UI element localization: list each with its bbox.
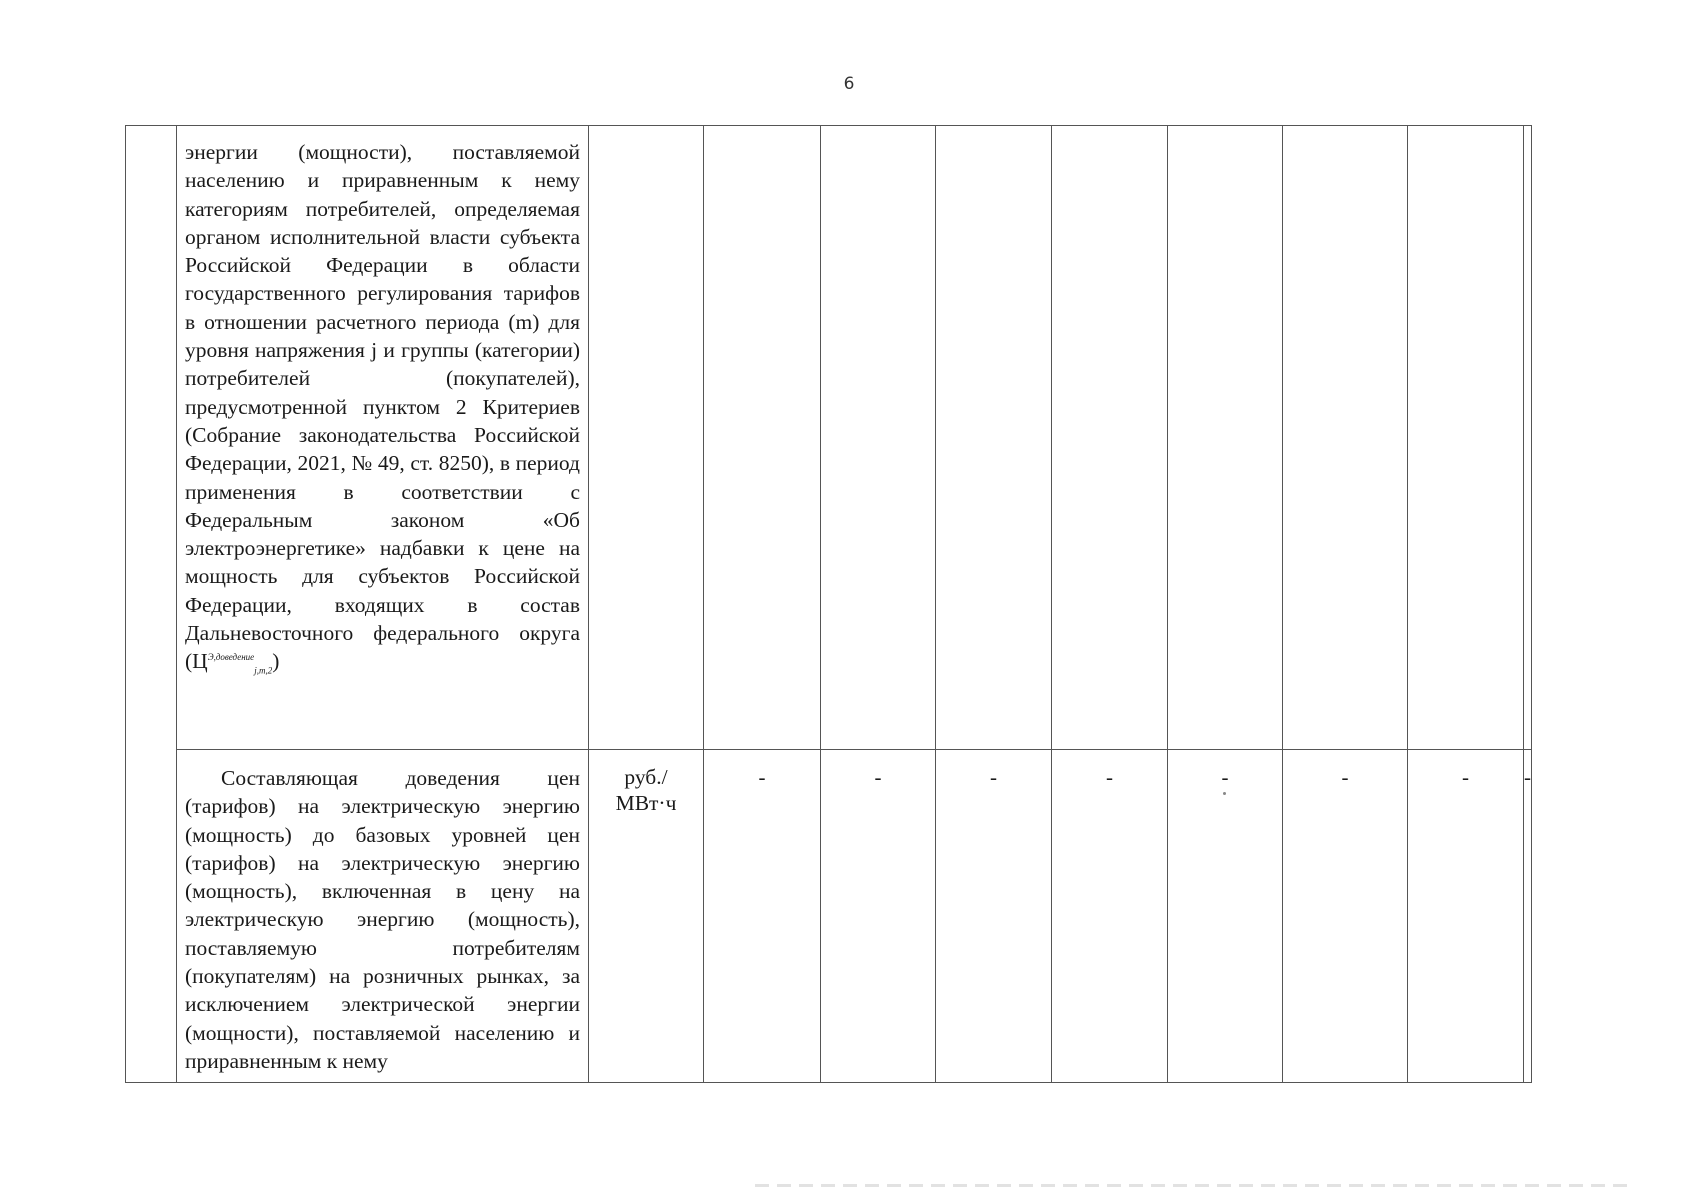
value-cell bbox=[1168, 126, 1283, 750]
value-cell bbox=[1283, 126, 1408, 750]
value-dash: - bbox=[1462, 765, 1469, 789]
value-cell bbox=[704, 750, 821, 1083]
value-dash: - bbox=[758, 765, 766, 789]
unit-cell bbox=[589, 126, 704, 750]
value-cell bbox=[936, 126, 1052, 750]
value-cell bbox=[1408, 750, 1524, 1083]
value-dash: - bbox=[874, 765, 882, 789]
value-cell bbox=[704, 126, 821, 750]
description-cell bbox=[177, 750, 589, 1083]
value-cell bbox=[1052, 750, 1168, 1083]
value-dash: - bbox=[1221, 765, 1229, 789]
description-text: Составляющая доведения цен (тарифов) на электрическую энергию (мощность) до базовых уровней цен (тарифов) на электрическую энергию (мощность), включенная в цену на электрическую энергию (мощность), поставляемую потребителям (покупателям) на розничных рынках, за исключением электрической энергии (мощности), поставляемой населению и приравненным к нему bbox=[185, 766, 580, 1073]
table-row bbox=[126, 750, 1532, 1083]
scan-artifact bbox=[755, 1184, 1635, 1187]
index-cell bbox=[126, 126, 177, 1083]
value-cell bbox=[821, 750, 936, 1083]
value-cell bbox=[1283, 750, 1408, 1083]
page-number: 6 bbox=[843, 74, 855, 94]
price-formula: $(Ц^{Э,доведение}_{j,m,2})$ bbox=[185, 649, 280, 676]
value-dash: - bbox=[1106, 765, 1113, 789]
value-cell bbox=[1524, 750, 1532, 1083]
value-cell bbox=[1168, 750, 1283, 1083]
value-cell bbox=[1052, 126, 1168, 750]
value-dash: - bbox=[990, 765, 997, 789]
value-dash: - bbox=[1341, 765, 1349, 789]
value-cell bbox=[1524, 126, 1532, 750]
unit-cell bbox=[589, 750, 704, 1083]
description-text: энергии (мощности), поставляемой населению и приравненным к нему категориям потребителей, определяемая органом исполнительной власти субъекта Российской Федерации в области государственного регулирования тарифов в отношении расчетного периода (m) для уровня напряжения j и группы (категории) потребителей (покупателей), предусмотренной пунктом 2 Критериев (Собрание законодательства Российской Федерации, 2021, № 49, ст. 8250), в период применения в соответствии с Федеральным законом «Об электроэнергетике» надбавки к цене на мощность для субъектов Российской Федерации, входящих в состав Дальневосточного федерального округа $(Ц^{Э,доведение}_{j,m,2})$ bbox=[185, 140, 580, 676]
value-cell bbox=[821, 126, 936, 750]
unit-label: руб./ МВт·ч bbox=[615, 765, 677, 815]
value-cell bbox=[936, 750, 1052, 1083]
table-row bbox=[126, 126, 1532, 750]
description-cell bbox=[177, 126, 589, 750]
data-table bbox=[125, 125, 1532, 1083]
scan-speck bbox=[1223, 792, 1226, 795]
value-cell bbox=[1408, 126, 1524, 750]
value-dash: - bbox=[1524, 765, 1531, 789]
